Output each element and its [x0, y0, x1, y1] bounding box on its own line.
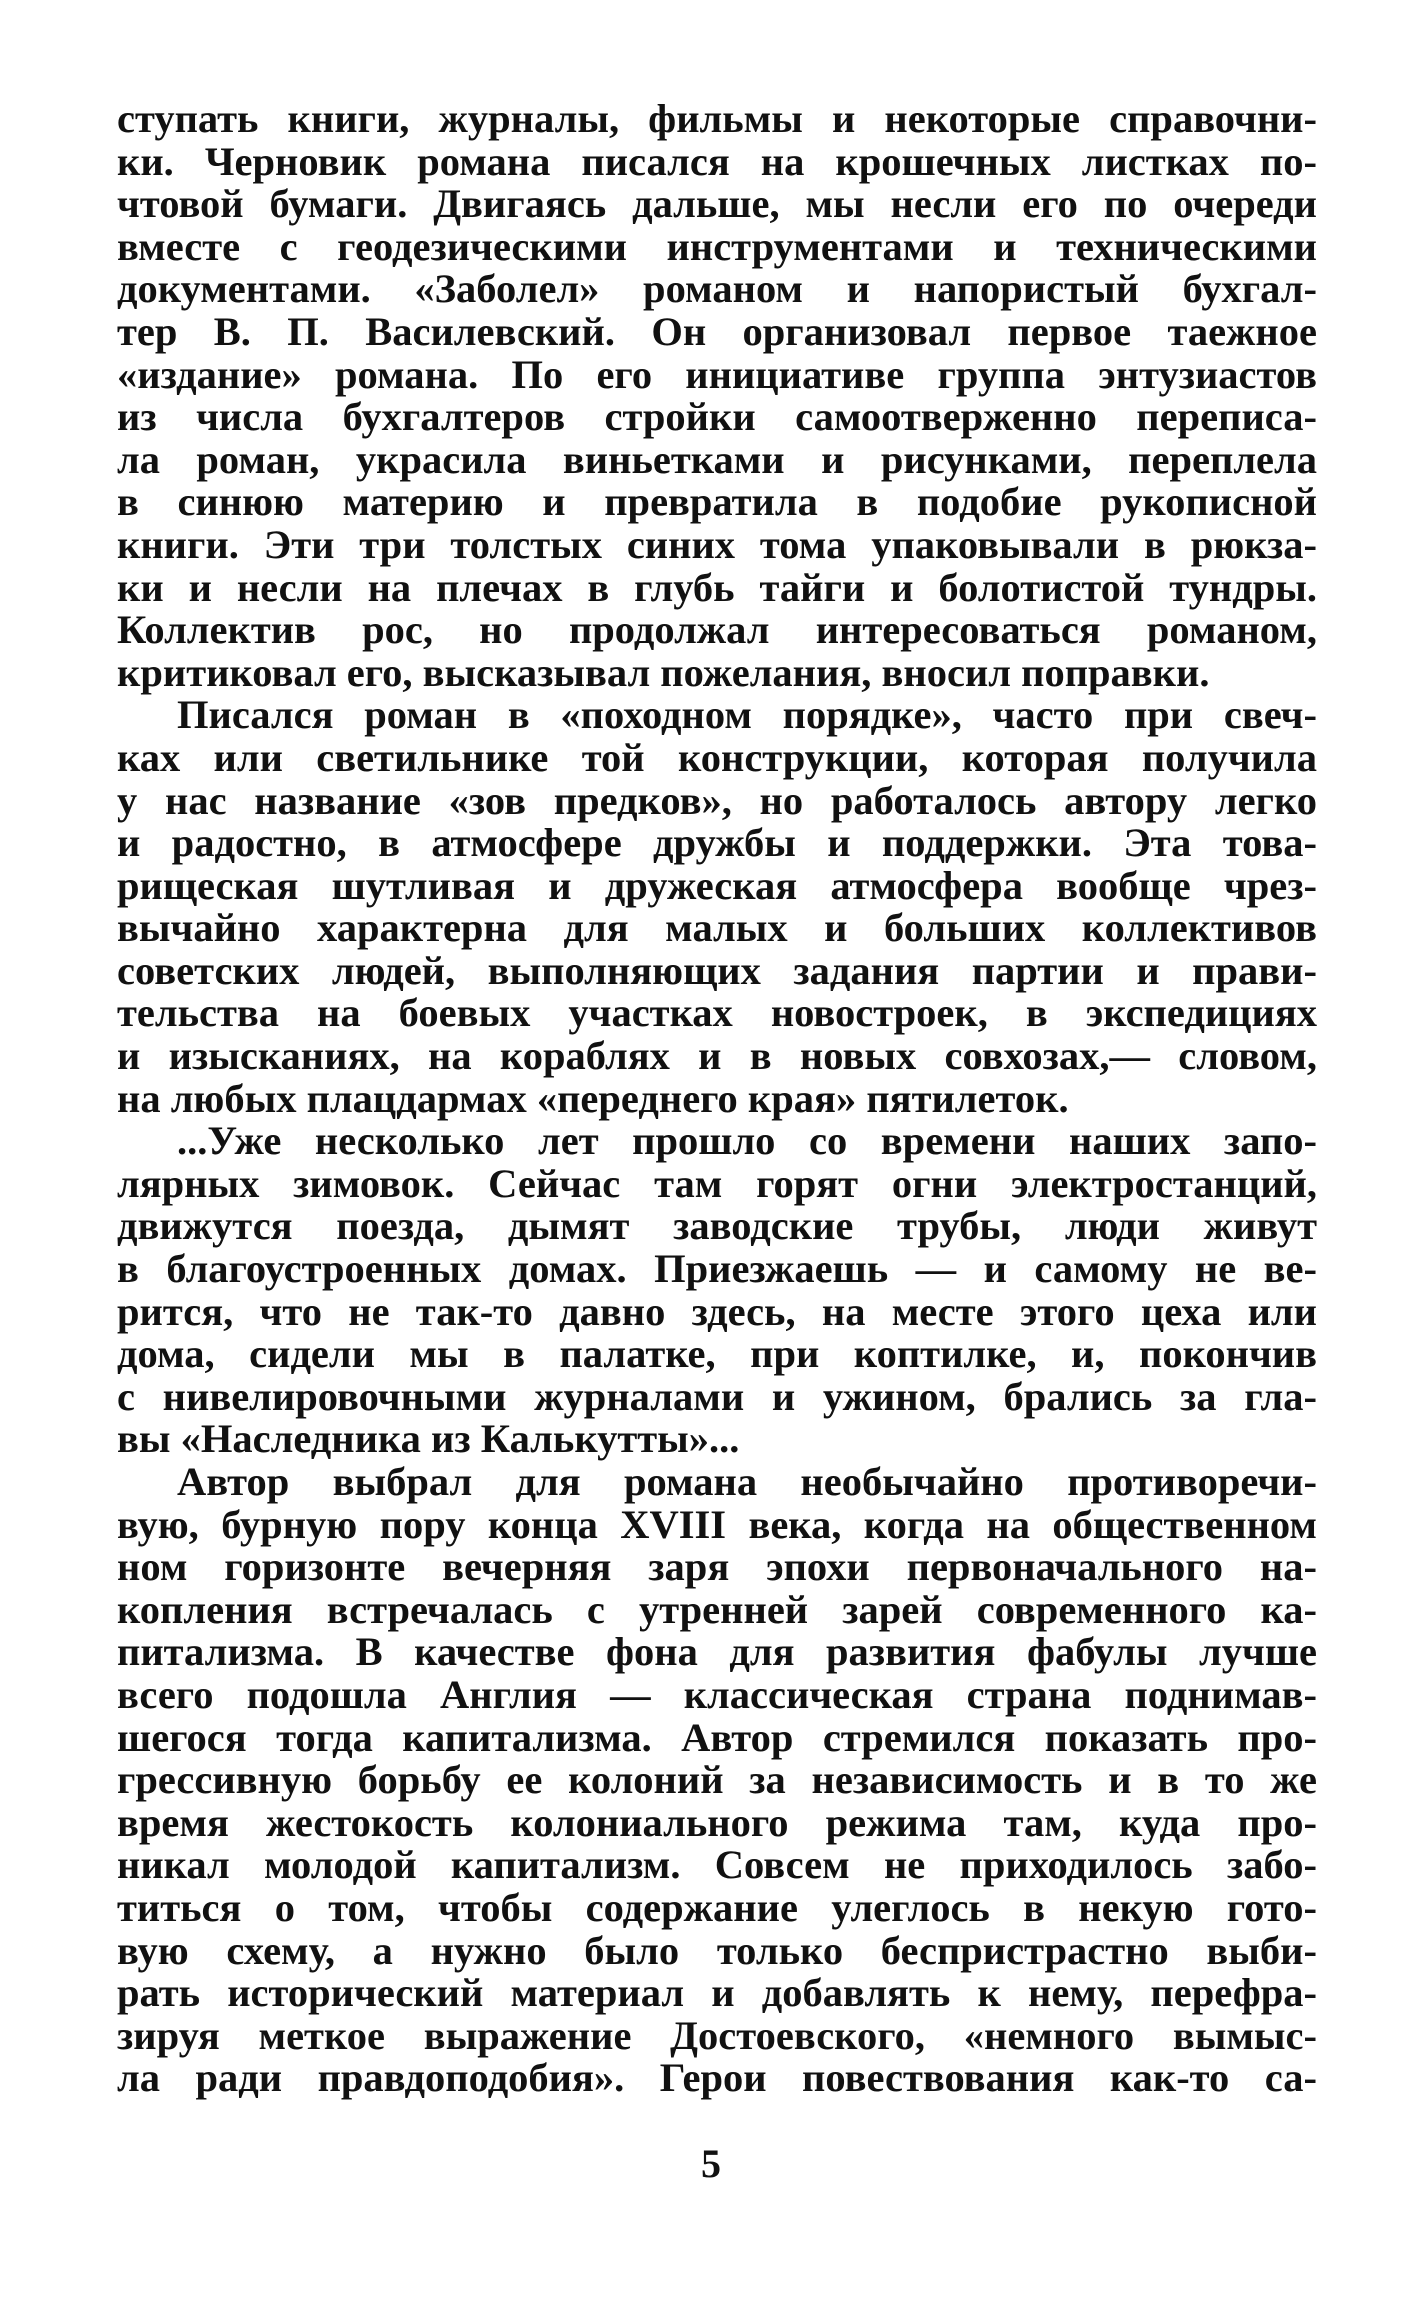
text-line: Писался роман в «походном порядке», часто при свеч-: [177, 692, 1317, 738]
text-line: советских людей, выполняющих задания партии и прави-: [117, 947, 1317, 993]
text-line: рищеская шутливая и дружеская атмосфера вообще чрез-: [117, 862, 1317, 908]
text-line: тельства на боевых участках новостроек, в экспедициях: [117, 990, 1317, 1036]
text-line: ках или светильнике той конструкции, которая получила: [117, 734, 1317, 780]
text-line: в синюю материю и превратила в подобие рукописной: [117, 479, 1317, 525]
text-line: ла ради правдоподобия». Герои повествования как-то са-: [117, 2055, 1317, 2101]
text-line: ном горизонте вечерняя заря эпохи первоначального на-: [117, 1544, 1317, 1590]
text-line: питализма. В качестве фона для развития фабулы лучше: [117, 1629, 1317, 1675]
text-line: движутся поезда, дымят заводские трубы, люди живут: [117, 1203, 1317, 1249]
text-line: вычайно характерна для малых и больших коллективов: [117, 905, 1317, 951]
text-line: копления встречалась с утренней зарей современного ка-: [117, 1586, 1317, 1632]
text-line: дома, сидели мы в палатке, при коптилке, и, покончив: [117, 1331, 1317, 1377]
text-line: грессивную борьбу ее колоний за независимость и в то же: [117, 1757, 1317, 1803]
text-line: ступать книги, журналы, фильмы и некоторые справочни-: [117, 96, 1317, 141]
text-line: из числа бухгалтеров стройки самоотверженно переписа-: [117, 394, 1317, 440]
text-line: вую схему, а нужно было только беспристрастно выби-: [117, 1927, 1317, 1973]
text-line: у нас название «зов предков», но работалось автору легко: [117, 777, 1317, 823]
text-line: критиковал его, высказывал пожелания, вносил поправки.: [117, 649, 1210, 695]
text-line: рать исторический материал и добавлять к нему, перефра-: [117, 1970, 1317, 2016]
text-line: на любых плацдармах «переднего края» пятилеток.: [117, 1075, 1069, 1121]
text-line: шегося тогда капитализма. Автор стремился показать про-: [117, 1714, 1317, 1760]
text-line: чтовой бумаги. Двигаясь дальше, мы несли его по очереди: [117, 181, 1317, 227]
text-line: вместе с геодезическими инструментами и техническими: [117, 223, 1317, 269]
text-line: ки. Черновик романа писался на крошечных листках по-: [117, 138, 1317, 184]
text-line: Автор выбрал для романа необычайно противоречи-: [177, 1459, 1317, 1504]
text-line: рится, что не так-то давно здесь, на месте этого цеха или: [117, 1288, 1317, 1334]
text-line: зируя меткое выражение Достоевского, «немного вымыс-: [117, 2012, 1317, 2058]
text-line: тер В. П. Василевский. Он организовал первое таежное: [117, 308, 1317, 354]
text-line: титься о том, чтобы содержание улеглось в некую гото-: [117, 1884, 1317, 1930]
text-line: Коллектив рос, но продолжал интересоваться романом,: [117, 607, 1317, 653]
text-line: книги. Эти три толстых синих тома упаковывали в рюкза-: [117, 521, 1317, 567]
text-line: всего подошла Англия — классическая страна поднимав-: [117, 1671, 1317, 1717]
text-line: с нивелировочными журналами и ужином, брались за гла-: [117, 1373, 1317, 1419]
text-line: «издание» романа. По его инициативе группа энтузиастов: [117, 351, 1317, 397]
text-line: и радостно, в атмосфере дружбы и поддержки. Эта това-: [117, 820, 1317, 866]
text-line: лярных зимовок. Сейчас там горят огни электростанций,: [117, 1160, 1317, 1206]
text-line: вы «Наследника из Калькутты»...: [117, 1416, 740, 1462]
text-line: время жестокость колониального режима там, куда про-: [117, 1799, 1317, 1845]
text-line: ки и несли на плечах в глубь тайги и болотистой тундры.: [117, 564, 1317, 610]
text-line: в благоустроенных домах. Приезжаешь — и самому не ве-: [117, 1246, 1317, 1292]
page-number: 5: [701, 2141, 721, 2186]
text-line: документами. «Заболел» романом и напористый бухгал-: [117, 266, 1317, 312]
text-line: никал молодой капитализм. Совсем не приходилось забо-: [117, 1842, 1317, 1888]
body-text: [117, 98, 1317, 2100]
text-line: вую, бурную пору конца XVIII века, когда на общественном: [117, 1501, 1317, 1547]
text-line: и изысканиях, на кораблях и в новых совхозах,— словом,: [117, 1033, 1317, 1079]
text-line: ...Уже несколько лет прошло со времени наших запо-: [177, 1118, 1317, 1164]
text-line: ла роман, украсила виньетками и рисунками, переплела: [117, 436, 1317, 482]
